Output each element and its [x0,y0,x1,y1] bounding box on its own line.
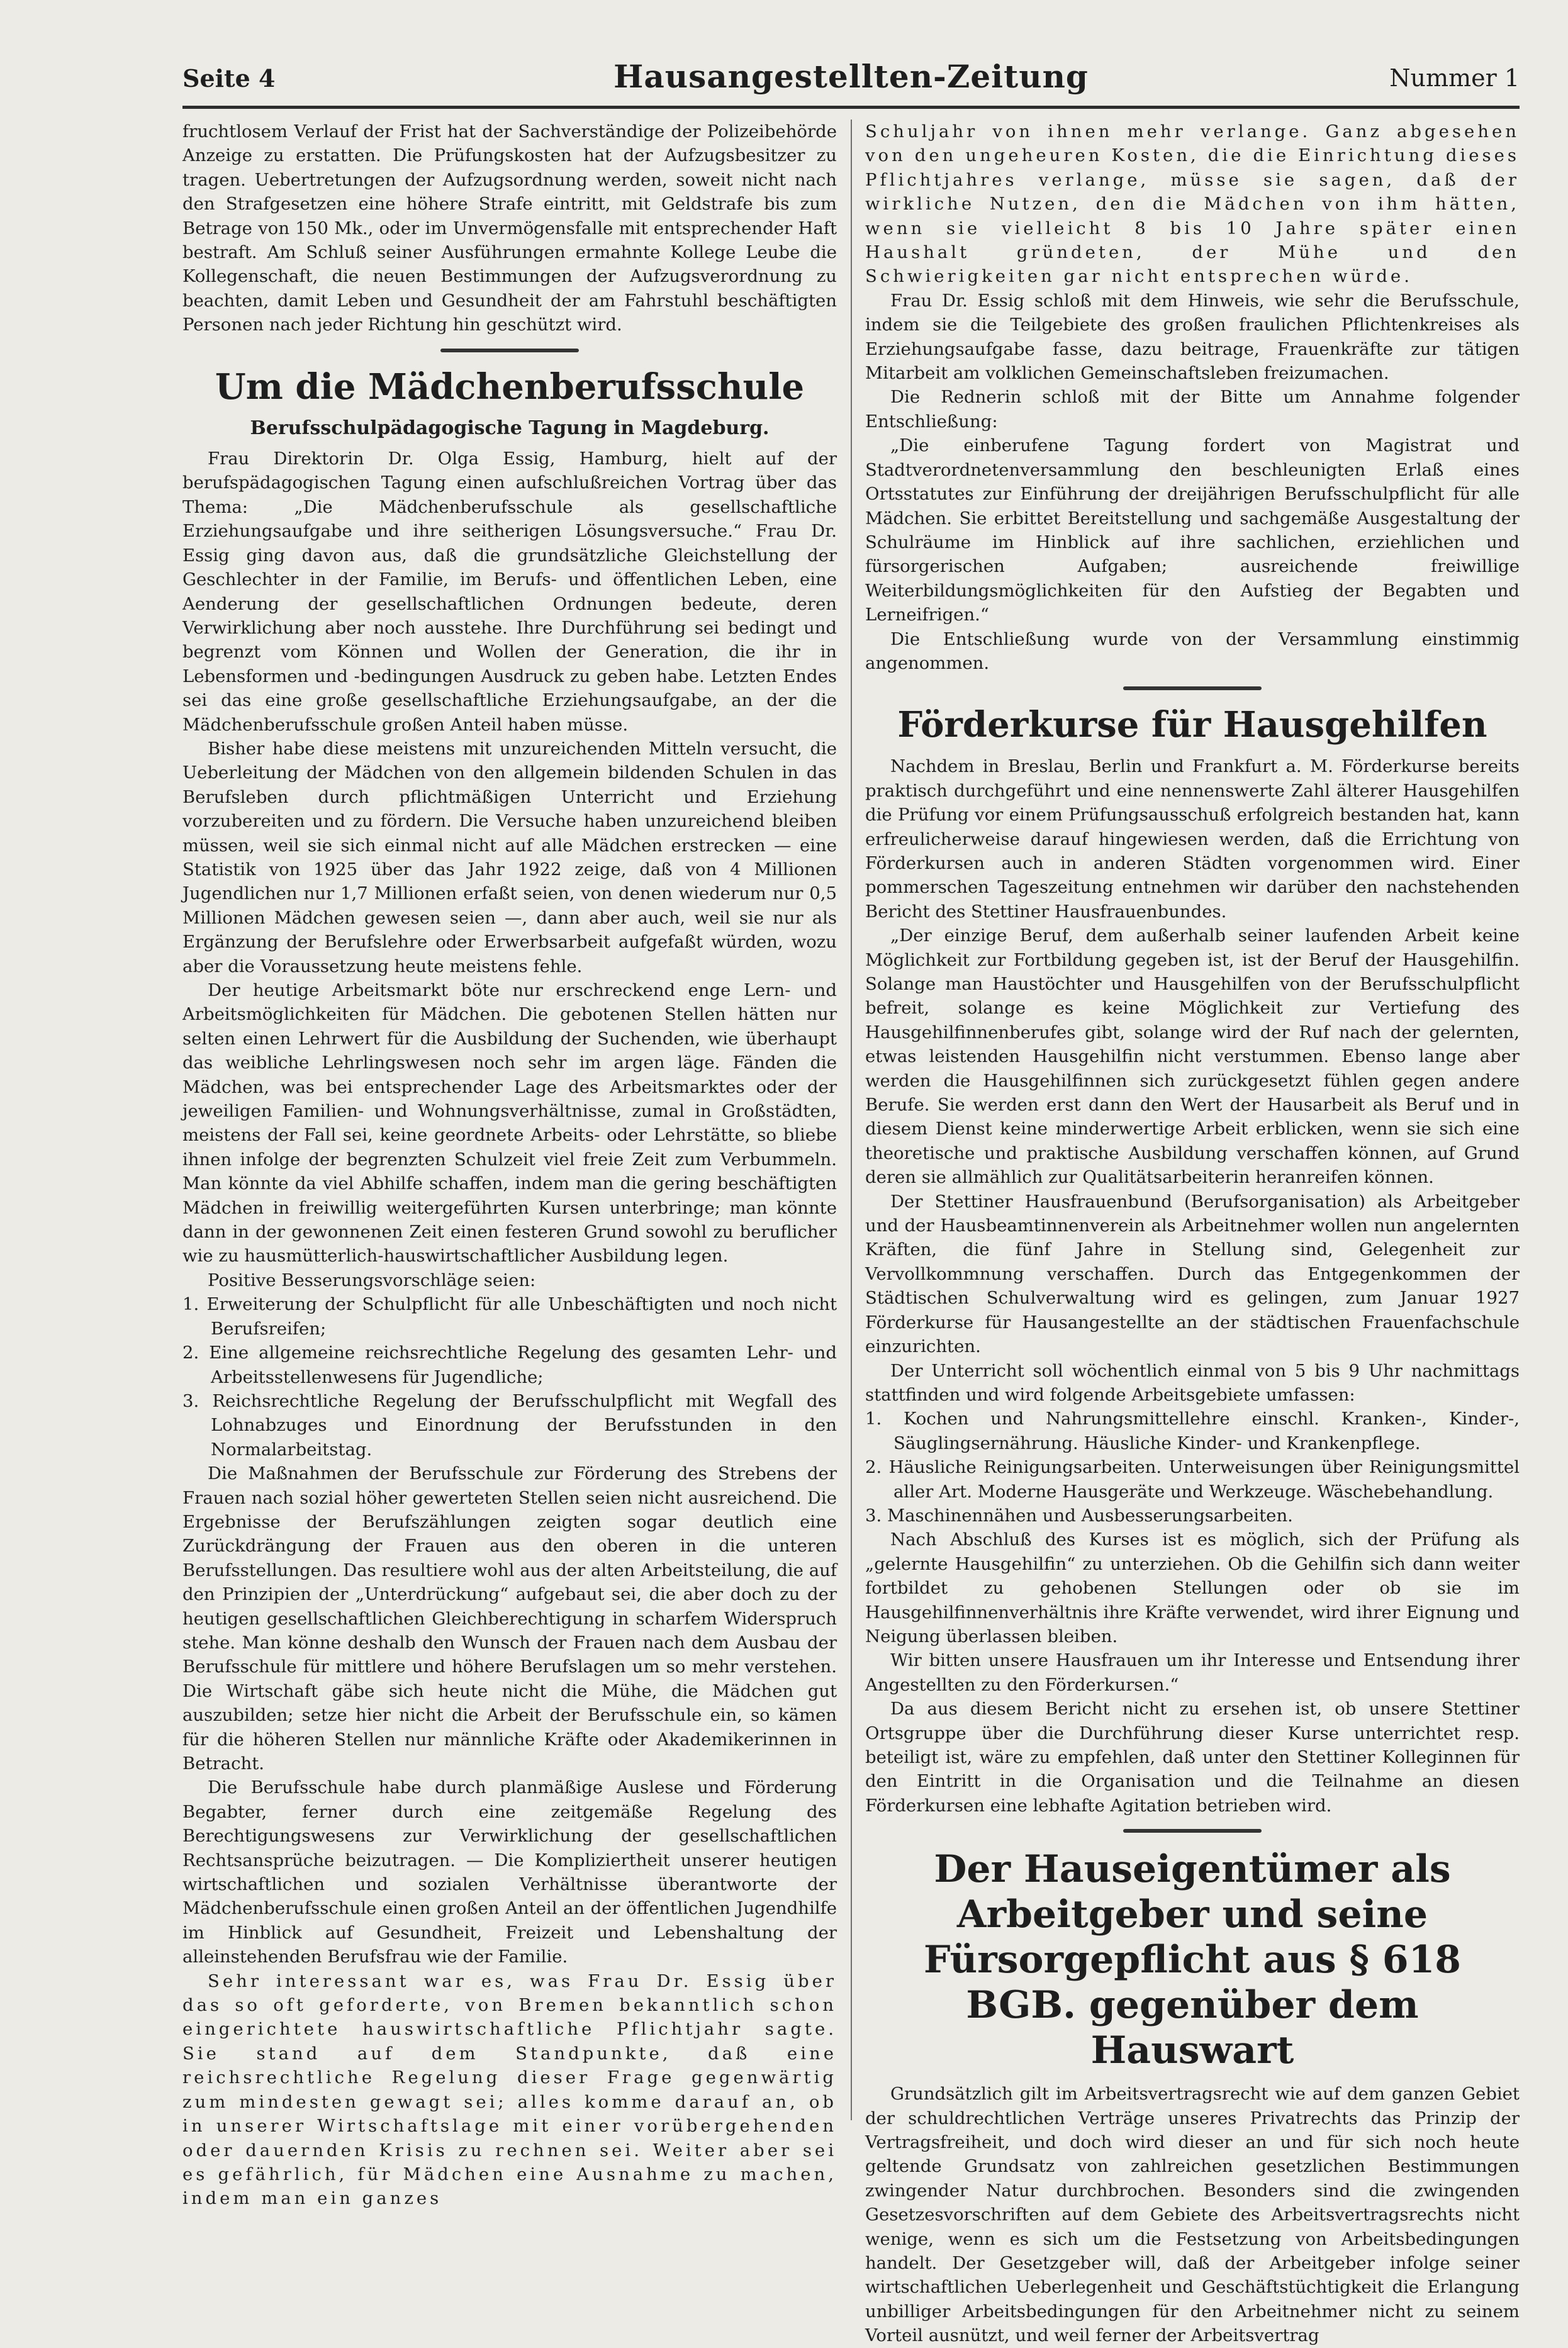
paragraph-spaced: Schuljahr von ihnen mehr verlange. Ganz abgesehen von den ungeheuren Kosten, die die Einrichtung dieses Pflichtjahres verlange, müsse sie sagen, daß der wirkliche Nutzen, den die Mädchen von ihm hätten, wenn sie vielleicht 8 bis 10 Jahre später einen Haushalt gründeten, der Mühe und den Schwierigkeiten gar nicht entsprechen würde. [865,121,1520,287]
list-item: 3. Maschinennähen und Ausbesserungsarbeiten. [865,1505,1293,1526]
article-separator [1123,686,1262,690]
page-number: Seite 4 [182,64,276,92]
paragraph: „Der einzige Beruf, dem außerhalb seiner laufenden Arbeit keine Möglichkeit zur Fortbildung gegeben ist, ist der Beruf der Hausgehilfin. Solange man Haustöchter und Hausgehilfen von der Berufsschulpflicht befreit, solange es keine Möglichkeit zur Vertiefung des Hausgehilfinnenberufes gibt, solange wird der Ruf nach der gelernten, etwas leistenden Hausgehilfin nicht verstummen. Ebenso lange aber werden die Hausgehilfinnen sich zurückgesetzt fühlen gegen andere Berufe. Sie werden erst dann den Wert der Hausarbeit als Beruf und in diesem Dienst keine minderwertige Arbeit erblicken, wenn sie sich eine theoretische und praktische Ausbildung verschaffen können, auf Grund deren sie allmählich zur Qualitätsarbeiterin heranreifen können. [865,925,1520,1188]
article-separator [440,349,579,352]
paragraph: Der Stettiner Hausfrauenbund (Berufsorganisation) als Arbeitgeber und der Hausbeamtinnenverein als Arbeitnehmer wollen nun angelernten Kräften, die fünf Jahre in Stellung sind, Gelegenheit zur Vervollkommnung verschaffen. Durch das Entgegenkommen der Städtischen Schulverwaltung wird es gelingen, zum Januar 1927 Förderkurse für Hausangestellte an der städtischen Frauenfachschule einzurichten. [865,1191,1520,1357]
issue-number: Nummer 1 [1389,64,1520,92]
paragraph: Frau Dr. Essig schloß mit dem Hinweis, wie sehr die Berufsschule, indem sie die Teilgebiete des großen fraulichen Pflichtenkreises als Erziehungsaufgabe fasse, dazu beitrage, Frauenkräfte zur tätigen Mitarbeit am volklichen Gemeinschaftsleben freizumachen. [865,290,1520,384]
article-separator [1123,1829,1262,1833]
list-item: 1. Kochen und Nahrungsmittellehre einschl. Kranken-, Kinder-, Säuglingsernährung. Häusliche Kinder- und Krankenpflege. [865,1409,1520,1453]
paragraph: Bisher habe diese meistens mit unzureichenden Mitteln versucht, die Ueberleitung der Mädchen von den allgemein bildenden Schulen in das Berufsleben durch pflichtmäßigen Unterricht und Erziehung vorzubereiten und zu fördern. Die Versuche haben unzureichend bleiben müssen, weil sie sich einmal nicht auf alle Mädchen erstrecken — eine Statistik von 1925 über das Jahr 1922 zeige, daß von 4 Millionen Jugendlichen nur 1,7 Millionen erfaßt seien, von denen wiederum nur 0,5 Millionen Mädchen gewesen seien —, dann aber auch, weil sie nur als Ergänzung der Berufslehre oder Erwerbsarbeit aufgefaßt würden, wozu aber die Voraussetzung heute meistens fehle. [182,738,837,976]
paragraph: Wir bitten unsere Hausfrauen um ihr Interesse und Entsendung ihrer Angestellten zu den Förderkursen.“ [865,1650,1520,1695]
paragraph: Der Unterricht soll wöchentlich einmal von 5 bis 9 Uhr nachmittags stattfinden und wird folgende Arbeitsgebiete umfassen: [865,1360,1520,1405]
article-subtitle: Berufsschulpädagogische Tagung in Magdeburg. [250,416,770,439]
article-title: Der Hauseigentümer als Arbeitgeber und seine Fürsorgepflicht aus § 618 BGB. gegenüber dem Hauswart [923,1847,1462,2073]
paragraph: Frau Direktorin Dr. Olga Essig, Hamburg, hielt auf der berufspädagogischen Tagung einen aufschlußreichen Vortrag über das Thema: „Die Mädchenberufsschule als gesellschaftliche Erziehungsaufgabe und ihre seitherigen Lösungsversuche.“ Frau Dr. Essig ging davon aus, daß die grundsätzliche Gleichstellung der Geschlechter in der Familie, im Berufs- und öffentlichen Leben, eine Aenderung der gesellschaftlichen Ordnungen bedeute, deren Verwirklichung aber noch ausstehe. Ihre Durchführung sei bedingt und begrenzt vom Können und Wollen der Generation, die ihr in Lebensformen und -bedingungen Ausdruck zu geben habe. Letzten Endes sei das eine große gesellschaftliche Erziehungsaufgabe, an der die Mädchenberufsschule großen Anteil haben müsse. [182,449,837,735]
left-column [182,120,837,2209]
paragraph: Nachdem in Breslau, Berlin und Frankfurt a. M. Förderkurse bereits praktisch durchgeführt und eine nennenswerte Zahl älterer Hausgehilfen die Prüfung vor einem Prüfungsausschuß erfolgreich bestanden hat, kann erfreulicherweise darauf hingewiesen werden, daß die Errichtung von Förderkursen auch in anderen Städten vorgenommen wird. Einer pommerschen Tageszeitung entnehmen wir darüber den nachstehenden Bericht des Stettiner Hausfrauenbundes. [865,756,1520,922]
paragraph: Da aus diesem Bericht nicht zu ersehen ist, ob unsere Stettiner Ortsgruppe über die Durchführung dieser Kurse unterrichtet resp. beteiligt ist, wäre zu empfehlen, daß unter den Stettiner Kolleginnen für den Eintritt in die Organisation und die Teilnahme an diesen Förderkursen eine lebhafte Agitation betrieben wird. [865,1699,1520,1816]
page-header [182,58,1520,102]
list-item: 2. Eine allgemeine reichsrechtliche Regelung des gesamten Lehr- und Arbeitsstellenwesens für Jugendliche; [182,1343,837,1387]
paragraph: Die Rednerin schloß mit der Bitte um Annahme folgender Entschließung: [865,387,1520,432]
column-divider [851,120,852,2120]
paragraph: Die Maßnahmen der Berufsschule zur Förderung des Strebens der Frauen nach sozial höher gewerteten Stellen seien nicht ausreichend. Die Ergebnisse der Berufszählungen zeigten sogar deutlich eine Zurückdrängung der Frauen aus den oberen in die unteren Berufsstellungen. Das resultiere wohl aus der alten Arbeitsteilung, die auf den Prinzipien der „Unterdrückung“ aufgebaut sei, die aber doch zu der heutigen gesellschaftlichen Gleichberechtigung in scharfem Widerspruch stehe. Man könne deshalb den Wunsch der Frauen nach dem Ausbau der Berufsschule für mittlere und höhere Berufslagen um so mehr verstehen. Die Wirtschaft gäbe sich heute nicht die Mühe, die Mädchen gut auszubilden; setze hier nicht die Arbeit der Berufsschule ein, so kämen für die höheren Stellen nur männliche Kräfte oder Akademikerinnen in Betracht. [182,1463,837,1774]
newspaper-title: Hausangestellten-Zeitung [613,58,1089,95]
right-column [865,120,1520,2346]
paragraph: Die Entschließung wurde von der Versammlung einstimmig angenommen. [865,629,1520,673]
paragraph: Die Berufsschule habe durch planmäßige Auslese und Förderung Begabter, ferner durch eine zeitgemäße Regelung des Berechtigungswesens zur Verwirklichung der gesellschaftlichen Rechtsansprüche beizutragen. — Die Kompliziertheit unserer heutigen wirtschaftlichen und sozialen Verhältnisse überantworte der Mädchenberufsschule einen großen Anteil an der öffentlichen Jugendhilfe im Hinblick auf Gesundheit, Freizeit und Lebenshaltung der alleinstehenden Berufsfrau wie der Familie. [182,1777,837,1967]
paragraph: Nach Abschluß des Kurses ist es möglich, sich der Prüfung als „gelernte Hausgehilfin“ zu unterziehen. Ob die Gehilfin sich dann weiter fortbildet zu gehobenen Stellungen oder ob sie im Hausgehilfinnenverhältnis ihre Kräfte verwendet, wird ihrer Eignung und Neigung überlassen bleiben. [865,1529,1520,1646]
list-item: 3. Reichsrechtliche Regelung der Berufsschulpflicht mit Wegfall des Lohnabzuges und Einordnung der Berufsstunden in den Normalarbeitstag. [182,1390,837,1460]
paragraph-spaced: Sehr interessant war es, was Frau Dr. Essig über das so oft geforderte, von Bremen bekanntlich schon eingerichtete hauswirtschaftliche Pflichtjahr sagte. Sie stand auf dem Standpunkte, daß eine reichsrechtliche Regelung dieser Frage gegenwärtig zum mindesten gewagt sei; alles komme darauf an, ob in unserer Wirtschaftslage mit einer vorübergehenden oder dauernden Krisis zu rechnen sei. Weiter aber sei es gefährlich, für Mädchen eine Ausnahme zu machen, indem man ein ganzes [182,1971,837,2209]
header-rule [182,106,1520,109]
list-item: 1. Erweiterung der Schulpflicht für alle Unbeschäftigten und noch nicht Berufsreifen; [182,1294,837,1339]
paragraph: „Die einberufene Tagung fordert von Magistrat und Stadtverordnetenversammlung den beschleunigten Erlaß eines Ortsstatutes zur Einführung der dreijährigen Berufsschulpflicht für alle Mädchen. Sie erbittet Bereitstellung und sachgemäße Ausgestaltung der Schulräume im Hinblick auf ihre sachlichen, erziehlichen und fürsorgerischen Aufgaben; ausreichende freiwillige Weiterbildungsmöglichkeiten für den Aufstieg der Begabten und Lerneifrigen.“ [865,435,1520,625]
paragraph: Der heutige Arbeitsmarkt böte nur erschreckend enge Lern- und Arbeitsmöglichkeiten für Mädchen. Die gebotenen Stellen hätten nur selten einen Lehrwert für die Ausbildung der Suchenden, wie überhaupt das weibliche Lehrlingswesen noch sehr im argen läge. Fänden die Mädchen, was bei entsprechender Lage des Arbeitsmarktes oder der jeweiligen Familien- und Wohnungsverhältnisse, zumal in Großstädten, meistens der Fall sei, keine geordnete Arbeits- oder Lehrstätte, so bliebe ihnen infolge der begrenzten Schulzeit viel freie Zeit zum Verbummeln. Man könnte da viel Abhilfe schaffen, indem man die gering beschäftigten Mädchen in freiwillig weitergeführten Kursen unterbringe; man könnte dann in der gewonnenen Zeit einen festeren Grund sowohl zu beruflicher wie zu hausmütterlich-hauswirtschaftlicher Ausbildung legen. [182,980,837,1266]
list-item: 2. Häusliche Reinigungsarbeiten. Unterweisungen über Reinigungsmittel aller Art. Moderne Hausgeräte und Werkzeuge. Wäschebehandlung. [865,1457,1520,1502]
paragraph: Positive Besserungsvorschläge seien: [208,1270,536,1290]
article-title: Förderkurse für Hausgehilfen [897,704,1487,746]
article-title: Um die Mädchenberufsschule [215,366,805,408]
paragraph: Grundsätzlich gilt im Arbeitsvertragsrecht wie auf dem ganzen Gebiet der schuldrechtlichen Verträge unseres Privatrechts das Prinzip der Vertragsfreiheit, und doch wird dieser an und für sich noch heute geltende Grundsatz von zahlreichen gesetzlichen Bestimmungen zwingender Natur durchbrochen. Besonders sind die zwingenden Gesetzesvorschriften auf dem Gebiete des Arbeitsvertragsrechts nicht wenige, wenn es sich um die Festsetzung von Arbeitsbedingungen handelt. Der Gesetzgeber will, daß der Arbeitgeber infolge seiner wirtschaftlichen Ueberlegenheit und Geschäftstüchtigkeit die Erlangung unbilliger Arbeitsbedingungen für den Arbeitnehmer nicht zu seinem Vorteil ausnützt, und weil ferner der Arbeitsvertrag [865,2084,1520,2346]
paragraph: fruchtlosem Verlauf der Frist hat der Sachverständige der Polizeibehörde Anzeige zu erstatten. Die Prüfungskosten hat der Aufzugsbesitzer zu tragen. Uebertretungen der Aufzugsordnung werden, soweit nicht nach den Strafgesetzen eine höhere Strafe eintritt, mit Geldstrafe bis zum Betrage von 150 Mk., oder im Unvermögensfalle mit entsprechender Haft bestraft. Am Schluß seiner Ausführungen ermahnte Kollege Leube die Kollegenschaft, die neuen Bestimmungen der Aufzugsverordnung zu beachten, damit Leben und Gesundheit der am Fahrstuhl beschäftigten Personen nach jeder Richtung hin geschützt wird. [182,121,837,335]
